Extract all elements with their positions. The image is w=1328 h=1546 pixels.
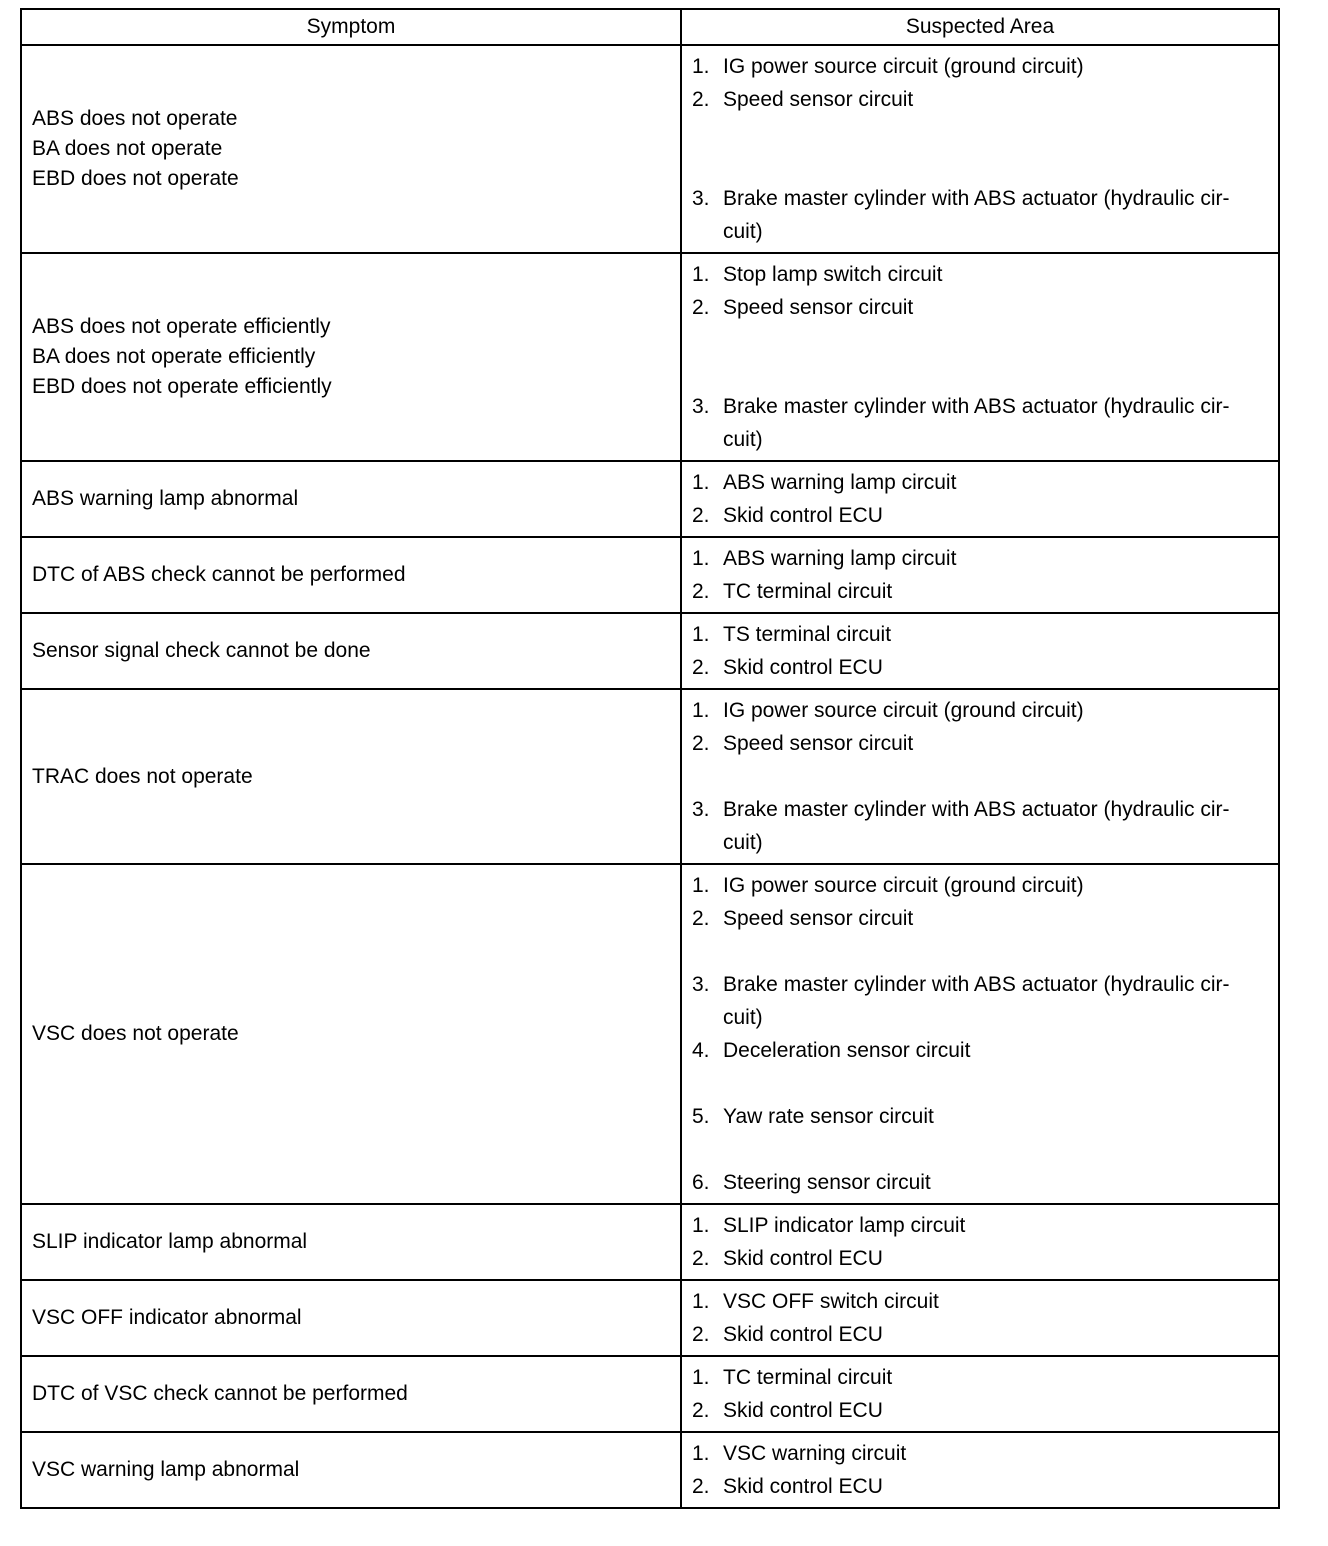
- item-text-line: Yaw rate sensor circuit: [723, 1105, 934, 1128]
- table-row: [21, 461, 1279, 537]
- item-text: [723, 1034, 1268, 1067]
- item-text: [723, 258, 1268, 291]
- area-item: [692, 869, 1268, 902]
- item-text: [723, 727, 1268, 760]
- item-number: 3.: [692, 187, 710, 210]
- area-item: [692, 1034, 1268, 1067]
- area-item: [692, 1100, 1268, 1133]
- item-text: [723, 1318, 1268, 1351]
- spacer: [692, 116, 1268, 149]
- area-item: [692, 1437, 1268, 1470]
- item-text: [723, 1394, 1268, 1427]
- item-text-continuation: cuit): [723, 1006, 763, 1029]
- symptom-cell: [21, 45, 681, 253]
- item-text: [723, 83, 1268, 116]
- item-number: 2.: [692, 504, 710, 527]
- item-text: [723, 390, 1268, 456]
- symptom-cell: [21, 1280, 681, 1356]
- header-symptom: Symptom: [21, 9, 681, 45]
- spacer: [692, 760, 1268, 793]
- table-row: [21, 45, 1279, 253]
- area-item: [692, 1470, 1268, 1503]
- symptom-text: EBD does not operate: [32, 167, 239, 190]
- symptom-text: ABS does not operate efficiently: [32, 315, 331, 338]
- item-text-line: Skid control ECU: [723, 1399, 883, 1422]
- suspected-area-cell: [681, 461, 1279, 537]
- item-number: 1.: [692, 1442, 710, 1465]
- symptom-cell: [21, 1204, 681, 1280]
- item-text-line: Brake master cylinder with ABS actuator (hydraulic cir-: [723, 187, 1230, 210]
- item-number: 2.: [692, 88, 710, 111]
- table-row: [21, 253, 1279, 461]
- area-item: [692, 1394, 1268, 1427]
- item-text-line: TC terminal circuit: [723, 1366, 893, 1389]
- symptom-cell: [21, 253, 681, 461]
- item-text-line: VSC OFF switch circuit: [723, 1290, 939, 1313]
- item-text: [723, 1285, 1268, 1318]
- area-item: [692, 291, 1268, 324]
- item-text: [723, 542, 1268, 575]
- item-number: 5.: [692, 1105, 710, 1128]
- item-text-line: Skid control ECU: [723, 656, 883, 679]
- item-number: 2.: [692, 1323, 710, 1346]
- item-number: 2.: [692, 1399, 710, 1422]
- item-text: [723, 1437, 1268, 1470]
- table-row: [21, 1204, 1279, 1280]
- table-row: [21, 613, 1279, 689]
- item-text: [723, 1166, 1268, 1199]
- item-text-line: Skid control ECU: [723, 504, 883, 527]
- item-text-continuation: cuit): [723, 220, 763, 243]
- table-row: [21, 864, 1279, 1204]
- item-number: 1.: [692, 263, 710, 286]
- symptom-text: VSC OFF indicator abnormal: [32, 1306, 302, 1329]
- item-number: 4.: [692, 1039, 710, 1062]
- symptom-text: DTC of VSC check cannot be performed: [32, 1382, 408, 1405]
- symptom-text: BA does not operate efficiently: [32, 345, 316, 368]
- symptom-cell: [21, 461, 681, 537]
- item-text-line: ABS warning lamp circuit: [723, 547, 957, 570]
- area-item: [692, 1285, 1268, 1318]
- item-text: [723, 182, 1268, 248]
- item-text-line: VSC warning circuit: [723, 1442, 907, 1465]
- item-number: 2.: [692, 296, 710, 319]
- symptom-cell: [21, 864, 681, 1204]
- table-body: [21, 45, 1279, 1508]
- symptom-text: BA does not operate: [32, 137, 223, 160]
- item-text-line: Brake master cylinder with ABS actuator (hydraulic cir-: [723, 798, 1230, 821]
- item-text-continuation: cuit): [723, 428, 763, 451]
- area-item: [692, 651, 1268, 684]
- area-item: [692, 727, 1268, 760]
- spacer: [692, 149, 1268, 182]
- symptom-text: Sensor signal check cannot be done: [32, 639, 371, 662]
- suspected-area-cell: [681, 864, 1279, 1204]
- item-text: [723, 1100, 1268, 1133]
- spacer: [692, 935, 1268, 968]
- item-text: [723, 902, 1268, 935]
- item-text-line: Skid control ECU: [723, 1247, 883, 1270]
- item-text-line: SLIP indicator lamp circuit: [723, 1214, 966, 1237]
- area-item: [692, 968, 1268, 1034]
- symptom-cell: [21, 1432, 681, 1508]
- item-text-line: Speed sensor circuit: [723, 88, 914, 111]
- item-text: [723, 1361, 1268, 1394]
- area-item: [692, 1242, 1268, 1275]
- item-text: [723, 1242, 1268, 1275]
- suspected-area-cell: [681, 537, 1279, 613]
- suspected-area-cell: [681, 1204, 1279, 1280]
- item-number: 3.: [692, 798, 710, 821]
- area-item: [692, 1361, 1268, 1394]
- area-item: [692, 390, 1268, 456]
- header-suspected-area: Suspected Area: [681, 9, 1279, 45]
- spacer: [692, 1067, 1268, 1100]
- item-text-line: IG power source circuit (ground circuit): [723, 699, 1084, 722]
- item-number: 2.: [692, 732, 710, 755]
- item-text-continuation: cuit): [723, 831, 763, 854]
- item-text: [723, 499, 1268, 532]
- item-text-line: Speed sensor circuit: [723, 907, 914, 930]
- table-row: [21, 1280, 1279, 1356]
- item-text-line: Brake master cylinder with ABS actuator (hydraulic cir-: [723, 395, 1230, 418]
- symptom-text: TRAC does not operate: [32, 764, 253, 788]
- item-text-line: Steering sensor circuit: [723, 1171, 931, 1194]
- spacer: [692, 1133, 1268, 1166]
- item-number: 1.: [692, 623, 710, 646]
- symptom-text: EBD does not operate efficiently: [32, 375, 332, 398]
- item-number: 2.: [692, 1475, 710, 1498]
- symptom-text: VSC does not operate: [32, 1022, 239, 1045]
- item-text-line: Skid control ECU: [723, 1323, 883, 1346]
- item-number: 1.: [692, 699, 710, 722]
- item-text-line: TC terminal circuit: [723, 580, 893, 603]
- item-number: 1.: [692, 874, 710, 897]
- item-number: 2.: [692, 580, 710, 603]
- item-text-line: TS terminal circuit: [723, 623, 892, 646]
- item-text: [723, 575, 1268, 608]
- area-item: [692, 1209, 1268, 1242]
- item-text: [723, 618, 1268, 651]
- symptom-text: ABS does not operate: [32, 107, 238, 130]
- area-item: [692, 902, 1268, 935]
- item-number: 2.: [692, 1247, 710, 1270]
- area-item: [692, 83, 1268, 116]
- suspected-area-cell: [681, 1432, 1279, 1508]
- item-text: [723, 793, 1268, 859]
- item-text: [723, 1209, 1268, 1242]
- item-text-line: Stop lamp switch circuit: [723, 263, 943, 286]
- table-row: [21, 689, 1279, 864]
- table-row: [21, 1356, 1279, 1432]
- symptom-table: [20, 8, 1280, 1509]
- suspected-area-cell: [681, 253, 1279, 461]
- area-item: [692, 618, 1268, 651]
- area-item: [692, 1166, 1268, 1199]
- table-row: [21, 1432, 1279, 1508]
- table-row: [21, 537, 1279, 613]
- suspected-area-cell: [681, 1356, 1279, 1432]
- area-item: [692, 1318, 1268, 1351]
- suspected-area-cell: [681, 1280, 1279, 1356]
- item-number: 2.: [692, 656, 710, 679]
- item-text-line: IG power source circuit (ground circuit): [723, 874, 1084, 897]
- symptom-text: VSC warning lamp abnormal: [32, 1458, 300, 1481]
- area-item: [692, 499, 1268, 532]
- item-text-line: Speed sensor circuit: [723, 732, 914, 755]
- symptom-text: ABS warning lamp abnormal: [32, 487, 299, 510]
- symptom-cell: [21, 613, 681, 689]
- area-item: [692, 182, 1268, 248]
- item-number: 6.: [692, 1171, 710, 1194]
- area-item: [692, 793, 1268, 859]
- item-text: [723, 869, 1268, 902]
- symptom-cell: [21, 689, 681, 864]
- area-item: [692, 50, 1268, 83]
- symptom-text: SLIP indicator lamp abnormal: [32, 1230, 308, 1253]
- item-number: 1.: [692, 1290, 710, 1313]
- item-text: [723, 651, 1268, 684]
- item-number: 1.: [692, 55, 710, 78]
- item-text: [723, 466, 1268, 499]
- symptom-text: DTC of ABS check cannot be performed: [32, 563, 406, 586]
- item-text: [723, 1470, 1268, 1503]
- item-number: 1.: [692, 1366, 710, 1389]
- item-text-line: Deceleration sensor circuit: [723, 1039, 971, 1062]
- spacer: [692, 357, 1268, 390]
- suspected-area-cell: [681, 45, 1279, 253]
- item-number: 1.: [692, 547, 710, 570]
- suspected-area-cell: [681, 689, 1279, 864]
- item-number: 1.: [692, 1214, 710, 1237]
- item-number: 3.: [692, 973, 710, 996]
- item-text-line: IG power source circuit (ground circuit): [723, 55, 1084, 78]
- spacer: [692, 324, 1268, 357]
- item-text: [723, 50, 1268, 83]
- item-text-line: Speed sensor circuit: [723, 296, 914, 319]
- item-text: [723, 291, 1268, 324]
- item-text: [723, 968, 1268, 1034]
- item-text-line: Brake master cylinder with ABS actuator (hydraulic cir-: [723, 973, 1230, 996]
- area-item: [692, 258, 1268, 291]
- suspected-area-cell: [681, 613, 1279, 689]
- item-text-line: Skid control ECU: [723, 1475, 883, 1498]
- area-item: [692, 542, 1268, 575]
- item-number: 3.: [692, 395, 710, 418]
- area-item: [692, 694, 1268, 727]
- item-text-line: ABS warning lamp circuit: [723, 471, 957, 494]
- item-number: 2.: [692, 907, 710, 930]
- item-number: 1.: [692, 471, 710, 494]
- area-item: [692, 575, 1268, 608]
- item-text: [723, 694, 1268, 727]
- symptom-cell: [21, 1356, 681, 1432]
- area-item: [692, 466, 1268, 499]
- header-row: [21, 9, 1279, 45]
- symptom-cell: [21, 537, 681, 613]
